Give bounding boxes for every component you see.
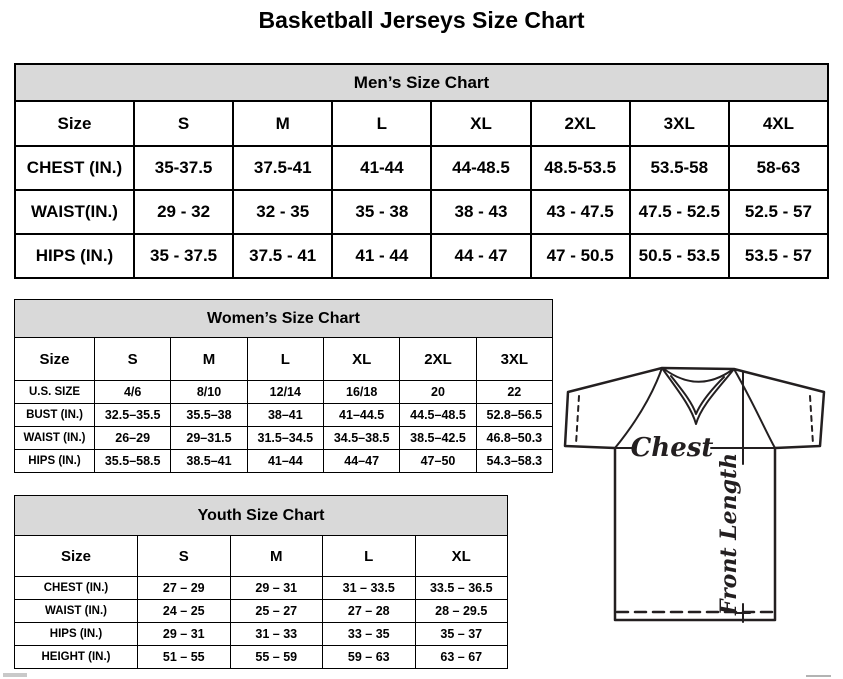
mens-chest-2xl: 48.5-53.5	[531, 146, 630, 190]
mens-col-2xl: 2XL	[531, 101, 630, 146]
mens-hips-l: 41 - 44	[332, 234, 431, 278]
mens-col-3xl: 3XL	[630, 101, 729, 146]
mens-waist-4xl: 52.5 - 57	[729, 190, 828, 234]
youth-col-size: Size	[15, 536, 138, 577]
womens-bust-3xl: 52.8–56.5	[476, 404, 552, 427]
jersey-right-armhole	[734, 369, 775, 448]
youth-hips-label: HIPS (IN.)	[15, 623, 138, 646]
womens-bust-l: 38–41	[247, 404, 323, 427]
womens-bust-label: BUST (IN.)	[15, 404, 95, 427]
youth-height-m: 55 – 59	[230, 646, 323, 669]
chest-label: Chest	[630, 433, 714, 463]
table-row	[15, 450, 553, 473]
womens-chart-title: Women’s Size Chart	[15, 300, 553, 338]
mens-chest-4xl: 58-63	[729, 146, 828, 190]
womens-waist-3xl: 46.8–50.3	[476, 427, 552, 450]
youth-chart-title: Youth Size Chart	[15, 496, 508, 536]
mens-chest-s: 35-37.5	[134, 146, 233, 190]
youth-chest-xl: 33.5 – 36.5	[415, 577, 508, 600]
mens-waist-3xl: 47.5 - 52.5	[630, 190, 729, 234]
womens-col-2xl: 2XL	[400, 338, 476, 381]
youth-col-xl: XL	[415, 536, 508, 577]
womens-ussize-l: 12/14	[247, 381, 323, 404]
womens-col-l: L	[247, 338, 323, 381]
mens-hips-3xl: 50.5 - 53.5	[630, 234, 729, 278]
youth-waist-label: WAIST (IN.)	[15, 600, 138, 623]
front-length-label: Front Length	[716, 452, 742, 616]
youth-size-chart-table	[14, 495, 508, 669]
youth-chest-m: 29 – 31	[230, 577, 323, 600]
youth-waist-l: 27 – 28	[323, 600, 416, 623]
youth-chest-s: 27 – 29	[138, 577, 231, 600]
youth-height-s: 51 – 55	[138, 646, 231, 669]
womens-bust-m: 35.5–38	[171, 404, 247, 427]
womens-hips-2xl: 47–50	[400, 450, 476, 473]
womens-ussize-xl: 16/18	[323, 381, 399, 404]
mens-hips-2xl: 47 - 50.5	[531, 234, 630, 278]
youth-height-xl: 63 – 67	[415, 646, 508, 669]
womens-waist-2xl: 38.5–42.5	[400, 427, 476, 450]
horizontal-scrollbar-thumb[interactable]	[3, 673, 27, 677]
womens-bust-xl: 41–44.5	[323, 404, 399, 427]
youth-waist-s: 24 – 25	[138, 600, 231, 623]
womens-hips-s: 35.5–58.5	[95, 450, 171, 473]
youth-waist-xl: 28 – 29.5	[415, 600, 508, 623]
mens-waist-label: WAIST(IN.)	[15, 190, 134, 234]
womens-ussize-3xl: 22	[476, 381, 552, 404]
jersey-right-cuff-dashes	[810, 396, 813, 444]
table-row	[15, 381, 553, 404]
womens-size-chart-table	[14, 299, 553, 473]
womens-waist-m: 29–31.5	[171, 427, 247, 450]
youth-chest-label: CHEST (IN.)	[15, 577, 138, 600]
youth-waist-m: 25 – 27	[230, 600, 323, 623]
womens-col-size: Size	[15, 338, 95, 381]
mens-waist-xl: 38 - 43	[431, 190, 530, 234]
youth-col-l: L	[323, 536, 416, 577]
mens-size-chart-table	[14, 63, 829, 279]
mens-hips-s: 35 - 37.5	[134, 234, 233, 278]
womens-waist-l: 31.5–34.5	[247, 427, 323, 450]
youth-hips-s: 29 – 31	[138, 623, 231, 646]
womens-hips-label: HIPS (IN.)	[15, 450, 95, 473]
womens-ussize-m: 8/10	[171, 381, 247, 404]
mens-col-s: S	[134, 101, 233, 146]
mens-col-size: Size	[15, 101, 134, 146]
mens-chart-title: Men’s Size Chart	[15, 64, 828, 101]
mens-hips-m: 37.5 - 41	[233, 234, 332, 278]
page-title: Basketball Jerseys Size Chart	[258, 7, 585, 33]
table-row	[15, 600, 508, 623]
mens-chest-m: 37.5-41	[233, 146, 332, 190]
womens-hips-m: 38.5–41	[171, 450, 247, 473]
womens-bust-2xl: 44.5–48.5	[400, 404, 476, 427]
table-row	[15, 577, 508, 600]
youth-col-s: S	[138, 536, 231, 577]
womens-ussize-s: 4/6	[95, 381, 171, 404]
youth-chest-l: 31 – 33.5	[323, 577, 416, 600]
youth-hips-xl: 35 – 37	[415, 623, 508, 646]
mens-col-l: L	[332, 101, 431, 146]
womens-ussize-2xl: 20	[400, 381, 476, 404]
table-row	[15, 427, 553, 450]
table-row	[15, 623, 508, 646]
jersey-outline	[565, 368, 824, 620]
womens-bust-s: 32.5–35.5	[95, 404, 171, 427]
mens-chest-xl: 44-48.5	[431, 146, 530, 190]
mens-waist-m: 32 - 35	[233, 190, 332, 234]
jersey-measurement-diagram	[558, 364, 840, 644]
mens-chest-3xl: 53.5-58	[630, 146, 729, 190]
table-row	[15, 404, 553, 427]
womens-col-m: M	[171, 338, 247, 381]
youth-height-label: HEIGHT (IN.)	[15, 646, 138, 669]
mens-waist-s: 29 - 32	[134, 190, 233, 234]
youth-col-m: M	[230, 536, 323, 577]
mens-hips-xl: 44 - 47	[431, 234, 530, 278]
mens-waist-l: 35 - 38	[332, 190, 431, 234]
jersey-diagram-svg	[558, 364, 840, 644]
womens-waist-s: 26–29	[95, 427, 171, 450]
table-row	[15, 190, 828, 234]
mens-col-m: M	[233, 101, 332, 146]
womens-col-3xl: 3XL	[476, 338, 552, 381]
mens-col-xl: XL	[431, 101, 530, 146]
mens-chest-label: CHEST (IN.)	[15, 146, 134, 190]
mens-hips-label: HIPS (IN.)	[15, 234, 134, 278]
jersey-left-cuff-dashes	[576, 396, 579, 444]
youth-height-l: 59 – 63	[323, 646, 416, 669]
womens-hips-xl: 44–47	[323, 450, 399, 473]
table-row	[15, 646, 508, 669]
womens-hips-3xl: 54.3–58.3	[476, 450, 552, 473]
mens-hips-4xl: 53.5 - 57	[729, 234, 828, 278]
table-row	[15, 146, 828, 190]
youth-hips-m: 31 – 33	[230, 623, 323, 646]
table-row	[15, 234, 828, 278]
womens-col-s: S	[95, 338, 171, 381]
womens-hips-l: 41–44	[247, 450, 323, 473]
youth-hips-l: 33 – 35	[323, 623, 416, 646]
mens-waist-2xl: 43 - 47.5	[531, 190, 630, 234]
womens-col-xl: XL	[323, 338, 399, 381]
womens-ussize-label: U.S. SIZE	[15, 381, 95, 404]
mens-chest-l: 41-44	[332, 146, 431, 190]
womens-waist-xl: 34.5–38.5	[323, 427, 399, 450]
womens-waist-label: WAIST (IN.)	[15, 427, 95, 450]
mens-col-4xl: 4XL	[729, 101, 828, 146]
horizontal-scrollbar-track-fragment[interactable]	[806, 675, 831, 677]
